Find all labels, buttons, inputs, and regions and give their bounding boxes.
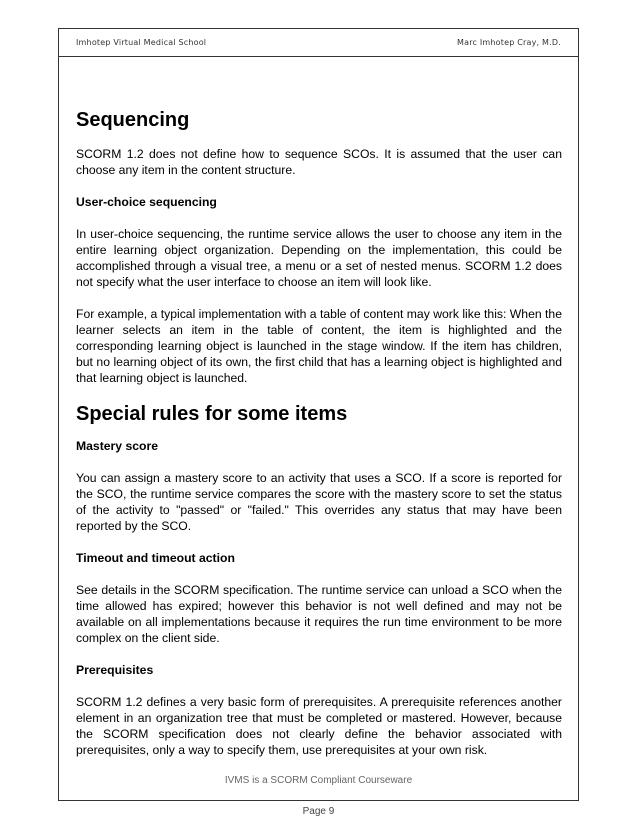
footer-note: IVMS is a SCORM Compliant Courseware — [224, 775, 413, 786]
page-number: Page 9 — [302, 806, 335, 817]
heading-sequencing: Sequencing — [76, 109, 190, 131]
user-choice-paragraph-2: For example, a typical implementation with a table of content may work like this: When the learner selects an item in the table of content, the item is highlighted and the corresponding learning object is launched in the stage window. If the item has children, but no learning object of its own, the first child that has a learning object is highlighted and that learning object is launched. — [76, 307, 562, 385]
timeout-paragraph: See details in the SCORM specification. The runtime service can unload a SCO when the time allowed has expired; however this behavior is not well defined and may not be available on all implementations because it requires the run time environment to be more complex on the client side. — [76, 583, 562, 645]
prerequisites-paragraph: SCORM 1.2 defines a very basic form of prerequisites. A prerequisite references another element in an organization tree that must be completed or mastered. However, because the SCORM specification does not clearly define the behavior associated with prerequisites, only a way to specify them, use prerequisites at your own risk. — [76, 695, 562, 757]
user-choice-paragraph-1: In user-choice sequencing, the runtime service allows the user to choose any item in the entire learning object organization. Depending on the implementation, this could be accomplished through a visual tree, a menu or a set of nested menus. SCORM 1.2 does not specify what the user interface to choose an item will look like. — [76, 227, 562, 289]
document-body — [76, 106, 562, 758]
header-author: Marc Imhotep Cray, M.D. — [456, 38, 561, 47]
heading-timeout: Timeout and timeout action — [76, 551, 235, 565]
heading-mastery-score: Mastery score — [76, 439, 158, 453]
heading-prerequisites: Prerequisites — [76, 663, 154, 677]
footer-rule — [58, 800, 579, 801]
header-school-name: Imhotep Virtual Medical School — [76, 38, 207, 47]
heading-user-choice-sequencing: User-choice sequencing — [76, 195, 217, 209]
header-rule — [58, 56, 579, 57]
sequencing-intro: SCORM 1.2 does not define how to sequence SCOs. It is assumed that the user can choose any item in the content structure. — [76, 147, 562, 177]
heading-special-rules: Special rules for some items — [76, 403, 348, 425]
mastery-score-paragraph: You can assign a mastery score to an activity that uses a SCO. If a score is reported for the SCO, the runtime service compares the score with the mastery score to set the status of the activity to "passed" or "failed." This overrides any status that may have been reported by the SCO. — [76, 471, 562, 533]
